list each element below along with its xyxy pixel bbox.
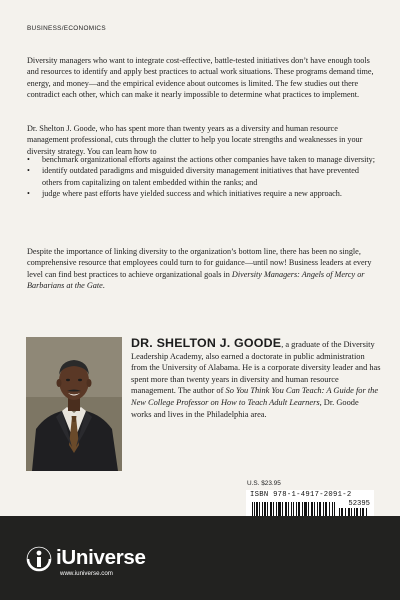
benefit-list xyxy=(27,154,377,199)
list-item: • benchmark organizational efforts against the actions other companies have taken to manage diversity; xyxy=(27,154,377,165)
paragraph-3-text xyxy=(27,246,377,291)
publisher-logo xyxy=(26,546,166,580)
description-paragraph-2 xyxy=(27,123,377,157)
isbn-number: ISBN 978-1-4917-2091-2 xyxy=(250,491,352,499)
category-label: BUSINESS/ECONOMICS xyxy=(27,25,106,32)
price-label: U.S. $23.95 xyxy=(247,480,281,487)
paragraph-3-end: . xyxy=(102,280,105,290)
paragraph-3-lead: Despite the importance of linking diversity to the organization’s bottom line, there has been no single, comprehensive resource that employees could turn to for guidance—until now! Business leaders at every level can find best practices to achieve organizational goals in xyxy=(27,247,372,279)
paragraph-1-text: Diversity managers who want to integrate cost-effective, battle-tested initiatives don’t have enough tools and resources to identify and apply best practices to actual work situations. These programs demand time, energy, and money—and the empirical evidence about outcomes is limited. The few studies out there contradict each other, which can make it nearly impossible to determine what practices to implement. xyxy=(27,56,374,99)
bio-text-1: , a graduate of the Diversity Leadership Academy, also earned a doctorate in public administration from the University of Alabama. He is a corporate diversity leader and has spent more than twenty years in diversity and human resource management. The author of xyxy=(131,340,381,396)
paragraph-2-text: Dr. Shelton J. Goode, who has spent more than twenty years as a diversity and human resource management professional, cuts through the clutter to help you locate strengths and weaknesses in your diversity strategy. You can learn how to xyxy=(27,124,363,156)
book-title: Diversity Managers: Angels of Mercy or Barbarians at the Gate xyxy=(27,269,365,290)
price-code: 52395 xyxy=(348,500,370,508)
bio-text-2: , Dr. Goode works and lives in the Philadelphia area. xyxy=(131,397,359,419)
publisher-name: iUniverse xyxy=(56,546,146,569)
iuniverse-logo-icon xyxy=(26,546,52,572)
description-paragraph-3 xyxy=(27,246,377,291)
other-book-title: So You Think You Can Teach: A Guide for the New College Professor on How to Teach Adult Learners xyxy=(131,386,379,407)
author-bio xyxy=(131,338,381,420)
list-item: • judge where past efforts have yielded success and which initiatives require a new approach. xyxy=(27,188,377,199)
author-photo xyxy=(26,337,122,471)
description-paragraph-1 xyxy=(27,55,377,100)
list-item: • identify outdated paradigms and misguided diversity management initiatives that have prevented others from capitalizing on talent embedded within the ranks; and xyxy=(27,165,377,188)
publisher-url: www.iuniverse.com xyxy=(60,570,113,577)
publisher-footer xyxy=(0,516,400,600)
author-name: DR. SHELTON J. GOODE xyxy=(131,336,282,350)
